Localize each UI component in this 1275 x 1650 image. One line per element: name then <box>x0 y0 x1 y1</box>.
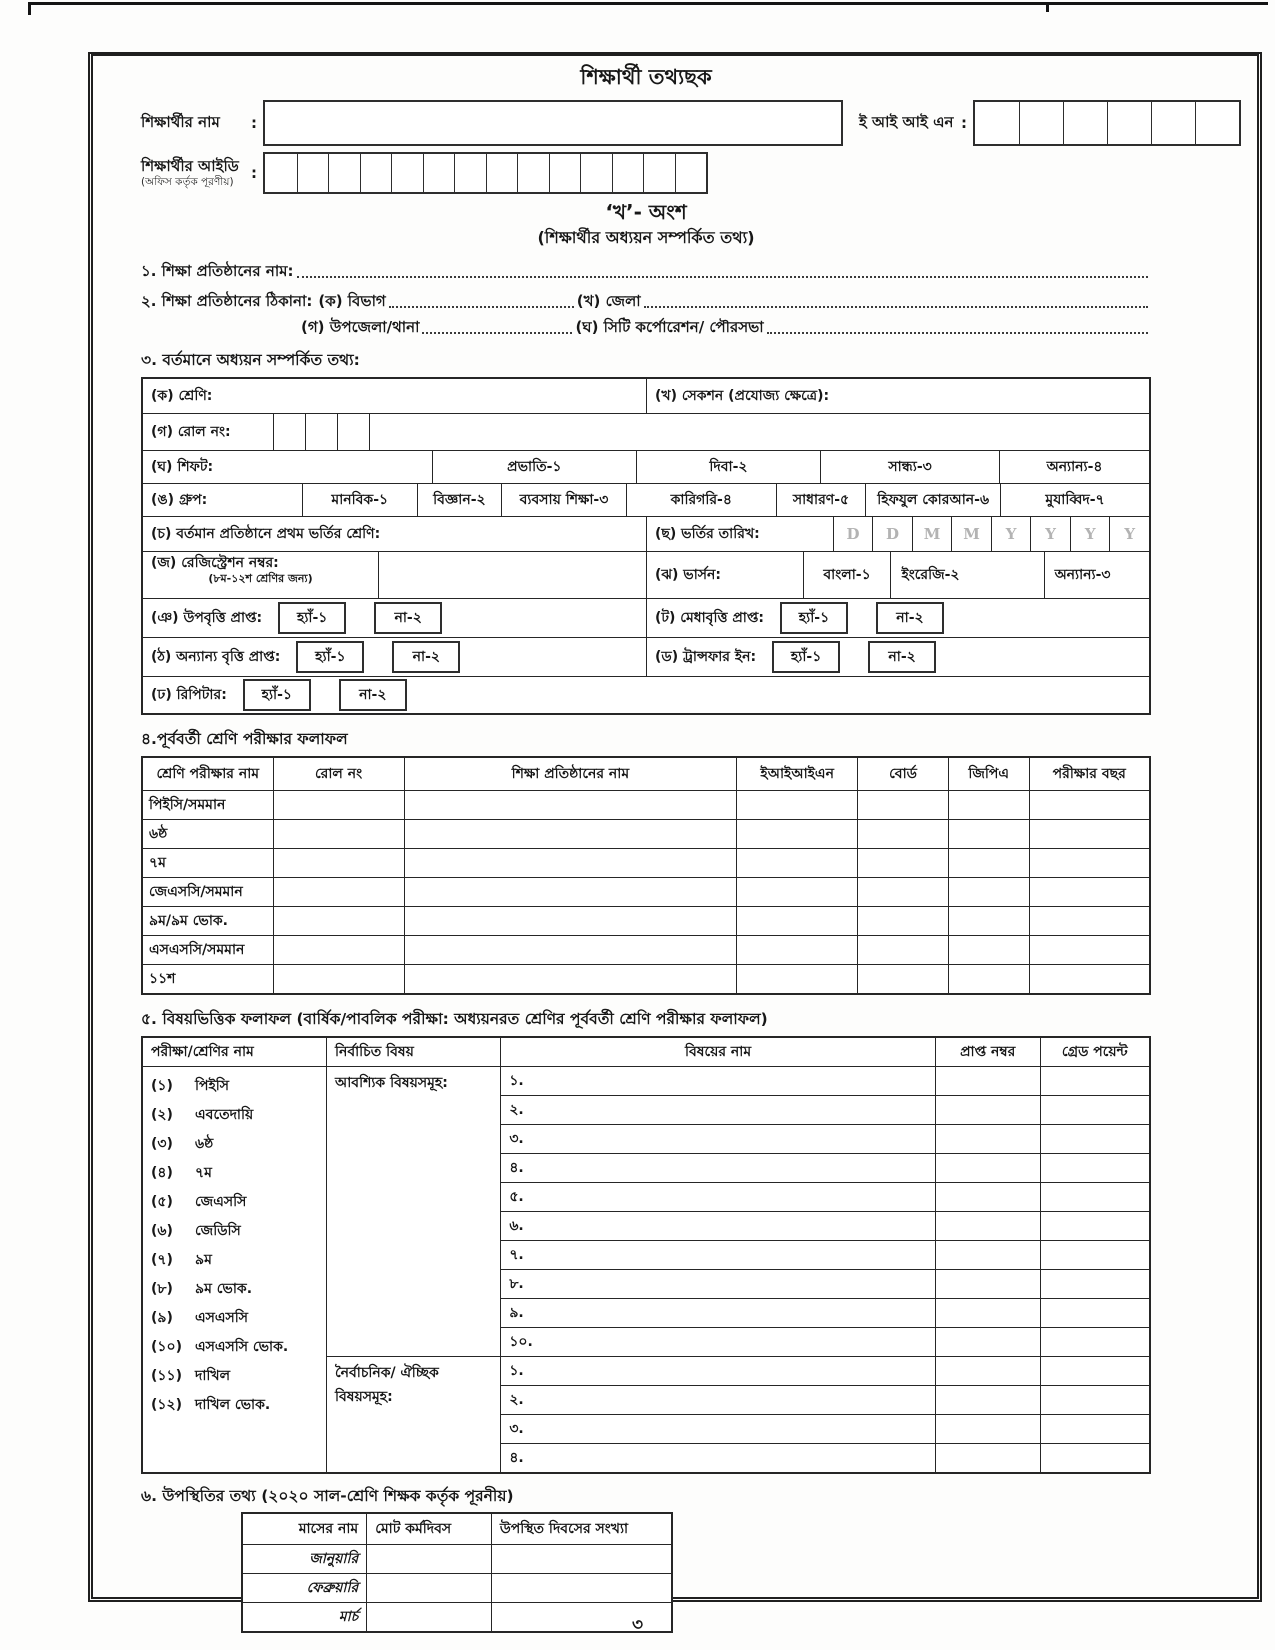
t4-cell-institution[interactable] <box>404 878 737 907</box>
t4-header-eiin: ইআইআইএন <box>737 757 858 791</box>
exam-list-item: (৮) ৯ম ভোক. <box>151 1280 253 1297</box>
subject-name-cell[interactable]: ৯. <box>501 1299 935 1328</box>
merit-yes-box[interactable]: হ্যাঁ-১ <box>780 602 848 634</box>
subject-name-cell[interactable]: ১. <box>501 1357 935 1386</box>
t4-row-6th <box>142 820 1150 849</box>
page-number: ৩ <box>631 1615 644 1635</box>
marks-cell[interactable] <box>935 1154 1040 1183</box>
t6-row-january <box>242 1545 672 1574</box>
other-stipend-label: (ঠ) অন্যান্য বৃত্তি প্রাপ্ত: <box>151 649 281 665</box>
grade-point-cell[interactable] <box>1040 1415 1150 1444</box>
t4-cell-institution[interactable] <box>404 791 737 820</box>
t5-header-row <box>142 1037 1150 1067</box>
marks-cell[interactable] <box>935 1212 1040 1241</box>
t4-cell-eiin[interactable] <box>737 965 858 995</box>
q4-heading: ৪.পূর্ববর্তী শ্রেণি পরীক্ষার ফলাফল <box>141 730 348 748</box>
stipend-label: (ঞ) উপবৃত্তি প্রাপ্ত: <box>151 610 263 626</box>
t4-cell-institution[interactable] <box>404 936 737 965</box>
subject-name-cell[interactable]: ২. <box>501 1096 935 1125</box>
grade-point-cell[interactable] <box>1040 1299 1150 1328</box>
t4-cell-institution[interactable] <box>404 965 737 995</box>
exam-list-item: (১) পিইসি <box>151 1077 230 1094</box>
other-stipend-no-box[interactable]: না-২ <box>392 641 460 673</box>
roll-row <box>143 413 1149 450</box>
first-admission-class-label: (চ) বর্তমান প্রতিষ্ঠানে প্রথম ভর্তির শ্রেণি: <box>151 526 381 542</box>
t4-exam-name: ৭ম <box>142 849 273 878</box>
repeater-row <box>143 676 1149 713</box>
grade-point-cell[interactable] <box>1040 1125 1150 1154</box>
t4-cell-gpa[interactable] <box>948 936 1029 965</box>
t5-header-subject-name: বিষয়ের নাম <box>501 1037 935 1067</box>
t4-cell-roll[interactable] <box>273 791 404 820</box>
t4-cell-gpa[interactable] <box>948 907 1029 936</box>
colon: : <box>961 114 967 132</box>
grade-point-cell[interactable] <box>1040 1357 1150 1386</box>
transfer-yes-box[interactable]: হ্যাঁ-১ <box>772 641 840 673</box>
id-digit-box[interactable] <box>454 154 486 192</box>
grade-point-cell[interactable] <box>1040 1096 1150 1125</box>
roll-input-area[interactable] <box>369 414 1149 450</box>
repeater-label: (ঢ) রিপিটার: <box>151 687 227 703</box>
form-frame <box>88 52 1262 1625</box>
q3-heading: ৩. বর্তমানে অধ্যয়ন সম্পর্কিত তথ্য: <box>141 351 360 369</box>
eiin-digit-box[interactable] <box>1195 102 1239 144</box>
t4-header-gpa: জিপিএ <box>948 757 1029 791</box>
name-eiin-row <box>141 100 1271 146</box>
subject-name-cell[interactable]: ৮. <box>501 1270 935 1299</box>
t4-cell-year[interactable] <box>1029 936 1150 965</box>
student-id-row <box>141 152 1271 194</box>
version-label-cell <box>647 552 803 598</box>
q5-heading: ৫. বিষয়ভিত্তিক ফলাফল (বার্ষিক/পাবলিক পরীক্ষা: অধ্যয়নরত শ্রেণির পূর্ববর্তী শ্রেণি পরীক্ষার ফলাফল) <box>141 1010 768 1028</box>
group-option-mujabbid[interactable]: মুযাব্বিদ-৭ <box>1000 484 1149 516</box>
t4-row-ssc <box>142 936 1150 965</box>
t4-cell-eiin[interactable] <box>737 907 858 936</box>
marks-cell[interactable] <box>935 1299 1040 1328</box>
t4-cell-roll[interactable] <box>273 878 404 907</box>
first-admission-class-cell[interactable] <box>143 517 646 551</box>
month-name: ফেব্রুয়ারি <box>242 1574 367 1603</box>
marks-cell[interactable] <box>935 1096 1040 1125</box>
repeater-cell <box>143 677 1149 713</box>
date-box-day[interactable]: D <box>833 517 873 551</box>
merit-no-box[interactable]: না-২ <box>876 602 944 634</box>
subject-name-cell[interactable]: ১০. <box>501 1328 935 1357</box>
exam-list-item: (১২) দাখিল ভোক. <box>151 1396 271 1413</box>
other-stipend-yes-box[interactable]: হ্যাঁ-১ <box>296 641 364 673</box>
grade-point-cell[interactable] <box>1040 1270 1150 1299</box>
registration-cell <box>143 552 646 598</box>
roll-digit-box[interactable] <box>273 414 305 450</box>
grade-point-cell[interactable] <box>1040 1067 1150 1096</box>
t4-exam-name: জেএসসি/সমমান <box>142 878 273 907</box>
t4-cell-board[interactable] <box>858 965 949 995</box>
t4-exam-name: এসএসসি/সমমান <box>142 936 273 965</box>
id-digit-box[interactable] <box>328 154 360 192</box>
t4-cell-board[interactable] <box>858 878 949 907</box>
admission-date-label-cell <box>647 522 833 546</box>
month-name: মার্চ <box>242 1603 367 1633</box>
student-name-input[interactable] <box>263 100 843 146</box>
t4-cell-eiin[interactable] <box>737 791 858 820</box>
t4-cell-roll[interactable] <box>273 936 404 965</box>
version-cell <box>646 552 1149 598</box>
student-name-label: শিক্ষার্থীর নাম <box>141 112 220 131</box>
q2-upazila-label: (গ) উপজেলা/থানা <box>301 318 420 336</box>
shift-label: (ঘ) শিফট: <box>151 459 214 475</box>
admission-row <box>143 516 1149 551</box>
t4-cell-gpa[interactable] <box>948 849 1029 878</box>
q2-district-fill[interactable] <box>644 304 1148 308</box>
t4-row-7th <box>142 849 1150 878</box>
date-box-year[interactable]: Y <box>1070 517 1110 551</box>
workdays-cell[interactable] <box>367 1574 492 1603</box>
admission-date-cell <box>646 517 1149 551</box>
eiin-digit-box[interactable] <box>1151 102 1195 144</box>
id-digit-box[interactable] <box>549 154 581 192</box>
t4-cell-board[interactable] <box>858 791 949 820</box>
t4-cell-eiin[interactable] <box>737 820 858 849</box>
merit-stipend-label: (ট) মেধাবৃত্তি প্রাপ্ত: <box>655 610 764 626</box>
version-option-bangla[interactable]: বাংলা-১ <box>803 552 891 598</box>
t6-header-present-days: উপস্থিত দিবসের সংখ্যা <box>491 1513 672 1545</box>
exam-list-item: (৬) জেডিসি <box>151 1222 241 1239</box>
marks-cell[interactable] <box>935 1241 1040 1270</box>
exam-list-item: (২) এবতেদায়ি <box>151 1106 254 1123</box>
date-box-month[interactable]: M <box>951 517 991 551</box>
id-digit-box[interactable] <box>486 154 518 192</box>
stipend-cell <box>143 599 646 637</box>
t4-cell-gpa[interactable] <box>948 820 1029 849</box>
roll-label: (গ) রোল নং: <box>151 424 231 440</box>
stipend-no-box[interactable]: না-২ <box>374 602 442 634</box>
grade-point-cell[interactable] <box>1040 1212 1150 1241</box>
t4-cell-year[interactable] <box>1029 820 1150 849</box>
registration-input-area[interactable] <box>379 552 646 598</box>
class-section-row <box>143 379 1149 413</box>
exam-list-item: (৫) জেএসসি <box>151 1193 247 1210</box>
group-row <box>143 483 1149 516</box>
student-id-note: (অফিস কর্তৃক পূরণীয়) <box>141 175 234 188</box>
shift-option-evening[interactable]: সান্ধ্য-৩ <box>820 451 999 483</box>
group-label: (ঙ) গ্রুপ: <box>151 492 208 508</box>
t6-header-row <box>242 1513 672 1545</box>
grade-point-cell[interactable] <box>1040 1386 1150 1415</box>
id-digit-box[interactable] <box>675 154 707 192</box>
t4-cell-institution[interactable] <box>404 849 737 878</box>
q2-division-fill[interactable] <box>389 304 574 308</box>
marks-cell[interactable] <box>935 1067 1040 1096</box>
grade-point-cell[interactable] <box>1040 1183 1150 1212</box>
t4-cell-roll[interactable] <box>273 849 404 878</box>
subject-name-cell[interactable]: ৪. <box>501 1444 935 1474</box>
id-digit-box[interactable] <box>517 154 549 192</box>
group-option-general[interactable]: সাধারণ-৫ <box>776 484 866 516</box>
t5-header-exam-class: পরীক্ষা/শ্রেণির নাম <box>142 1037 326 1067</box>
marks-cell[interactable] <box>935 1415 1040 1444</box>
q2-line-1 <box>141 290 1151 312</box>
subject-name-cell[interactable]: ৭. <box>501 1241 935 1270</box>
eiin-digit-box[interactable] <box>1107 102 1151 144</box>
t4-cell-gpa[interactable] <box>948 878 1029 907</box>
current-study-table <box>141 377 1151 715</box>
group-option-hifzul-quran[interactable]: হিফযুল কোরআন-৬ <box>865 484 1000 516</box>
date-box-year[interactable]: Y <box>1109 517 1149 551</box>
eiin-digit-box[interactable] <box>975 102 1019 144</box>
marks-cell[interactable] <box>935 1357 1040 1386</box>
subject-name-cell[interactable]: ৩. <box>501 1125 935 1154</box>
t4-row-11th <box>142 965 1150 995</box>
t4-cell-gpa[interactable] <box>948 965 1029 995</box>
t6-header-workdays: মোট কর্মদিবস <box>367 1513 492 1545</box>
present-days-cell[interactable] <box>491 1574 672 1603</box>
registration-version-row <box>143 551 1149 598</box>
shift-label-cell <box>143 451 432 483</box>
roll-digit-box[interactable] <box>337 414 369 450</box>
t5-header-selected-subject: নির্বাচিত বিষয় <box>326 1037 500 1067</box>
eiin-label: ই আই আই এন <box>859 112 954 131</box>
t6-header-month: মাসের নাম <box>242 1513 367 1545</box>
month-name: জানুয়ারি <box>242 1545 367 1574</box>
stipend-merit-row <box>143 598 1149 637</box>
q2-district-label: (খ) জেলা <box>576 292 641 310</box>
t4-cell-board[interactable] <box>858 936 949 965</box>
id-digit-box[interactable] <box>423 154 455 192</box>
q2-citycorp-label: (ঘ) সিটি কর্পোরেশন/ পৌরসভা <box>575 318 764 336</box>
eiin-digit-box[interactable] <box>1063 102 1107 144</box>
roll-label-cell <box>143 414 273 450</box>
subject-name-cell[interactable]: ৬. <box>501 1212 935 1241</box>
t4-header-year: পরীক্ষার বছর <box>1029 757 1150 791</box>
q1-line <box>141 260 1151 282</box>
q2-label: ২. শিক্ষা প্রতিষ্ঠানের ঠিকানা: <box>141 292 313 310</box>
t4-row-jsc <box>142 878 1150 907</box>
t4-cell-roll[interactable] <box>273 965 404 995</box>
part-subtitle: (শিক্ষার্থীর অধ্যয়ন সম্পর্কিত তথ্য) <box>537 228 755 247</box>
t6-row-february <box>242 1574 672 1603</box>
t4-header-board: বোর্ড <box>858 757 949 791</box>
id-digit-box[interactable] <box>580 154 612 192</box>
t4-header-row <box>142 757 1150 791</box>
grade-point-cell[interactable] <box>1040 1154 1150 1183</box>
t4-header-institution: শিক্ষা প্রতিষ্ঠানের নাম <box>404 757 737 791</box>
exam-list-item: (৪) ৭ম <box>151 1164 212 1181</box>
colon: : <box>251 164 257 182</box>
scan-artifact-tick <box>28 2 31 15</box>
repeater-no-box[interactable]: না-২ <box>339 679 407 711</box>
t4-cell-year[interactable] <box>1029 849 1150 878</box>
previous-exam-results-table <box>141 756 1151 995</box>
t4-header-roll: রোল নং <box>273 757 404 791</box>
t4-row-pec <box>142 791 1150 820</box>
exam-class-list-cell <box>142 1067 326 1474</box>
student-id-label-block <box>141 158 245 187</box>
eiin-digit-box[interactable] <box>1019 102 1063 144</box>
id-digit-box[interactable] <box>612 154 644 192</box>
transfer-no-box[interactable]: না-২ <box>868 641 936 673</box>
version-label: (ঝ) ভার্সন: <box>655 567 721 583</box>
subject-name-cell[interactable]: ৪. <box>501 1154 935 1183</box>
marks-cell[interactable] <box>935 1125 1040 1154</box>
t4-cell-eiin[interactable] <box>737 936 858 965</box>
marks-cell[interactable] <box>935 1328 1040 1357</box>
grade-point-cell[interactable] <box>1040 1241 1150 1270</box>
compulsory-subjects-label-cell: আবশ্যিক বিষয়সমূহ: <box>326 1067 500 1357</box>
subject-name-cell[interactable]: ২. <box>501 1386 935 1415</box>
t4-exam-name: ১১শ <box>142 965 273 995</box>
grade-point-cell[interactable] <box>1040 1328 1150 1357</box>
t4-cell-board[interactable] <box>858 907 949 936</box>
q2-citycorp-fill[interactable] <box>767 330 1148 334</box>
registration-label-block <box>143 552 379 598</box>
t4-cell-year[interactable] <box>1029 791 1150 820</box>
student-id-boxes <box>263 152 708 194</box>
section-label: (খ) সেকশন (প্রযোজ্য ক্ষেত্রে): <box>655 388 830 404</box>
group-label-cell <box>143 484 302 516</box>
q2-line-2 <box>301 316 1151 338</box>
id-digit-box[interactable] <box>265 154 297 192</box>
q1-fill-line[interactable] <box>297 274 1149 278</box>
subject-results-table <box>141 1036 1151 1474</box>
subject-name-cell[interactable]: ১. <box>501 1067 935 1096</box>
exam-list-item: (৭) ৯ম <box>151 1251 212 1268</box>
transfer-in-cell <box>646 638 1149 676</box>
group-option-business[interactable]: ব্যবসায় শিক্ষা-৩ <box>501 484 626 516</box>
t5-row <box>142 1067 1150 1096</box>
shift-option-day[interactable]: দিবা-২ <box>636 451 820 483</box>
scan-artifact-tick <box>1046 2 1049 12</box>
t4-exam-name: ৬ষ্ঠ <box>142 820 273 849</box>
present-days-cell[interactable] <box>491 1545 672 1574</box>
date-box-month[interactable]: M <box>912 517 952 551</box>
other-stipend-cell <box>143 638 646 676</box>
t4-cell-board[interactable] <box>858 849 949 878</box>
scan-artifact-line <box>28 2 1268 5</box>
date-box-year[interactable]: Y <box>1030 517 1070 551</box>
registration-note: (৮ম-১২শ শ্রেণির জন্য) <box>208 571 313 585</box>
admission-date-label: (ছ) ভর্তির তারিখ: <box>655 526 760 542</box>
exam-list-item: (৩) ৬ষ্ঠ <box>151 1135 214 1152</box>
t4-row-9th <box>142 907 1150 936</box>
eiin-boxes <box>973 100 1241 146</box>
grade-point-cell[interactable] <box>1040 1444 1150 1474</box>
shift-option-morning[interactable]: প্রভাতি-১ <box>432 451 636 483</box>
t4-cell-roll[interactable] <box>273 907 404 936</box>
workdays-cell[interactable] <box>367 1545 492 1574</box>
id-digit-box[interactable] <box>360 154 392 192</box>
group-option-humanities[interactable]: মানবিক-১ <box>302 484 417 516</box>
date-box-day[interactable]: D <box>872 517 912 551</box>
transfer-in-label: (ড) ট্রান্সফার ইন: <box>655 649 757 665</box>
other-stipend-transfer-row <box>143 637 1149 676</box>
subject-name-cell[interactable]: ৩. <box>501 1415 935 1444</box>
subject-name-cell[interactable]: ৫. <box>501 1183 935 1212</box>
id-digit-box[interactable] <box>297 154 329 192</box>
roll-digit-box[interactable] <box>305 414 337 450</box>
group-option-science[interactable]: বিজ্ঞান-২ <box>417 484 502 516</box>
t4-cell-institution[interactable] <box>404 820 737 849</box>
q2-division-label: (ক) বিভাগ <box>318 292 386 310</box>
repeater-yes-box[interactable]: হ্যাঁ-১ <box>243 679 311 711</box>
id-digit-box[interactable] <box>391 154 423 192</box>
t4-exam-name: পিইসি/সমমান <box>142 791 273 820</box>
q6-heading: ৬. উপস্থিতির তথ্য (২০২০ সাল-শ্রেণি শিক্ষক কর্তৃক পূরনীয়) <box>141 1487 514 1505</box>
t4-cell-institution[interactable] <box>404 907 737 936</box>
student-id-label: শিক্ষার্থীর আইডি <box>141 157 239 176</box>
exam-list-item: (১০) এসএসসি ভোক. <box>151 1338 289 1355</box>
t4-cell-year[interactable] <box>1029 965 1150 995</box>
class-label: (ক) শ্রেণি: <box>151 388 213 404</box>
q1-label: ১. শিক্ষা প্রতিষ্ঠানের নাম: <box>141 262 294 280</box>
registration-label: (জ) রেজিস্ট্রেশন নম্বর: <box>151 555 279 571</box>
t4-cell-year[interactable] <box>1029 878 1150 907</box>
form-title: শিক্ষার্থী তথ্যছক <box>580 65 712 89</box>
elective-subjects-label-cell: নৈর্বাচনিক/ ঐচ্ছিক বিষয়সমূহ: <box>326 1357 500 1474</box>
t4-cell-roll[interactable] <box>273 820 404 849</box>
exam-list-item: (১১) দাখিল <box>151 1367 231 1384</box>
id-digit-box[interactable] <box>643 154 675 192</box>
stipend-yes-box[interactable]: হ্যাঁ-১ <box>278 602 346 634</box>
part-title: ‘খ’- অংশ <box>605 200 687 224</box>
shift-option-other[interactable]: অন্যান্য-৪ <box>999 451 1149 483</box>
t4-exam-name: ৯ম/৯ম ভোক. <box>142 907 273 936</box>
t4-cell-year[interactable] <box>1029 907 1150 936</box>
version-option-english[interactable]: ইংরেজি-২ <box>890 552 1043 598</box>
t4-cell-gpa[interactable] <box>948 791 1029 820</box>
merit-stipend-cell <box>646 599 1149 637</box>
version-option-other[interactable]: অন্যান্য-৩ <box>1044 552 1149 598</box>
t4-cell-board[interactable] <box>858 820 949 849</box>
date-box-year[interactable]: Y <box>991 517 1031 551</box>
marks-cell[interactable] <box>935 1444 1040 1474</box>
t5-header-grade-point: গ্রেড পয়েন্ট <box>1040 1037 1150 1067</box>
marks-cell[interactable] <box>935 1183 1040 1212</box>
t5-header-marks: প্রাপ্ত নম্বর <box>935 1037 1040 1067</box>
t4-header-exam: শ্রেণি পরীক্ষার নাম <box>142 757 273 791</box>
section-input-cell[interactable] <box>646 379 1149 413</box>
marks-cell[interactable] <box>935 1386 1040 1415</box>
exam-list-item: (৯) এসএসসি <box>151 1309 249 1326</box>
t4-cell-eiin[interactable] <box>737 878 858 907</box>
t4-cell-eiin[interactable] <box>737 849 858 878</box>
class-input-cell[interactable] <box>143 379 646 413</box>
colon: : <box>251 114 257 132</box>
shift-row <box>143 450 1149 483</box>
marks-cell[interactable] <box>935 1270 1040 1299</box>
group-option-technical[interactable]: কারিগরি-৪ <box>626 484 776 516</box>
q2-upazila-fill[interactable] <box>422 330 572 334</box>
